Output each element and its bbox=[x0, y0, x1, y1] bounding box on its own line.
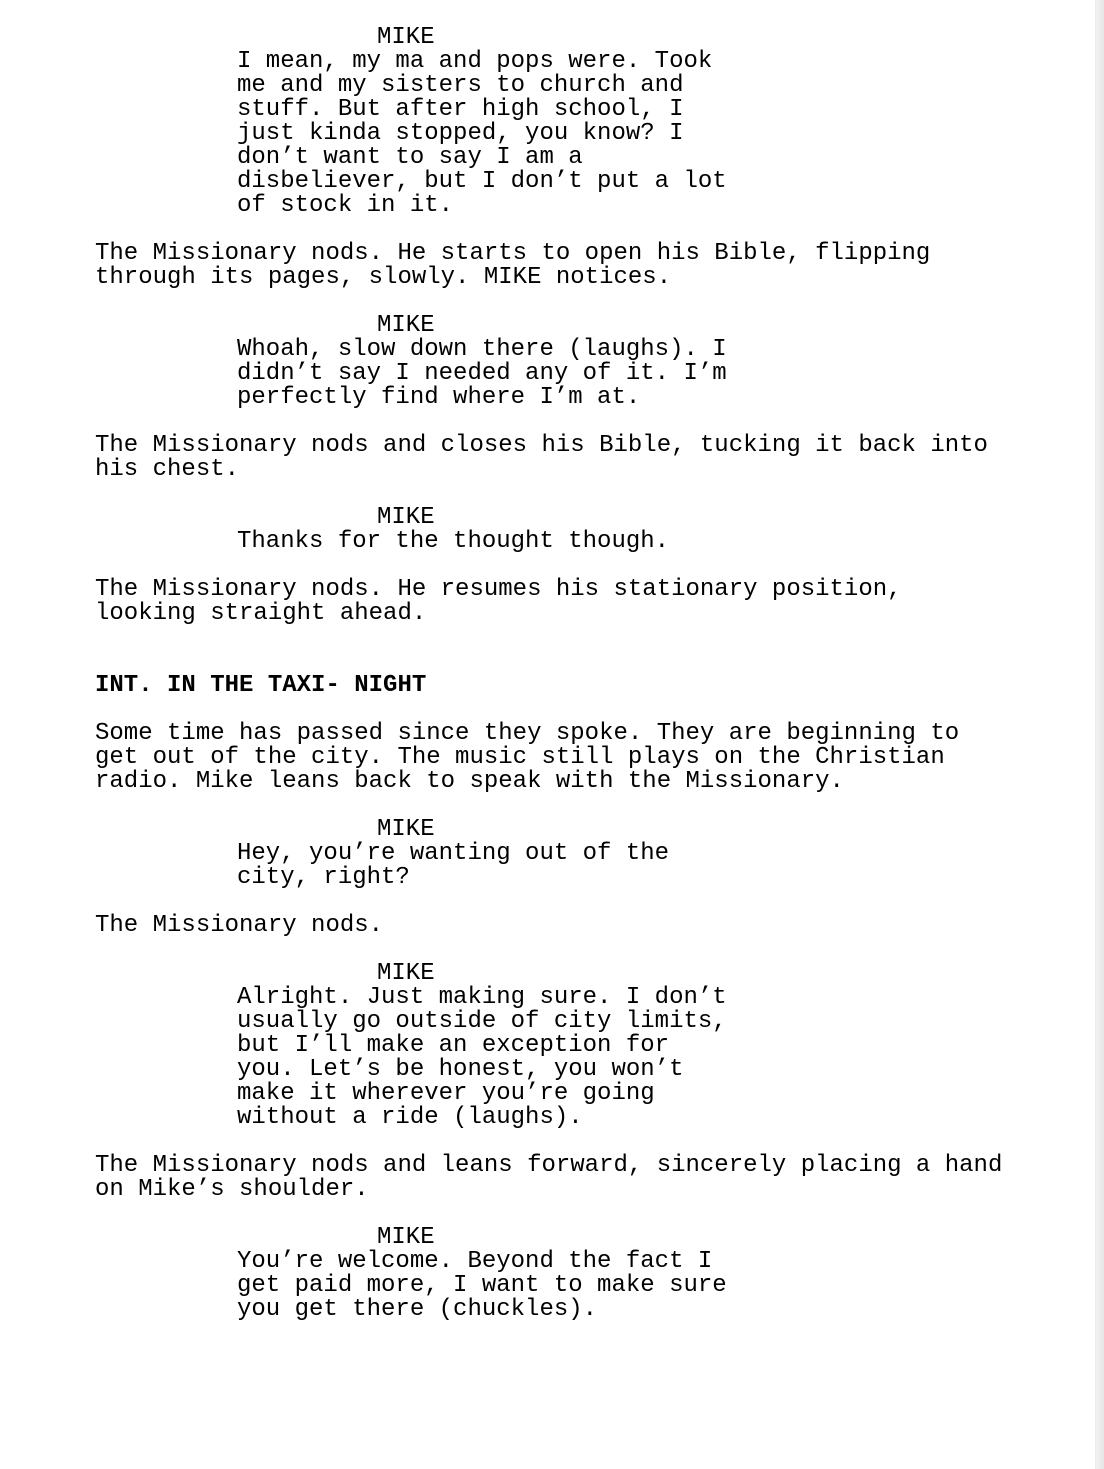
dialogue-line: Alright. Just making sure. I don’t bbox=[237, 984, 727, 1011]
dialogue-line: Hey, you’re wanting out of the bbox=[237, 840, 670, 867]
page-edge bbox=[1095, 0, 1104, 1469]
dialogue-line: city, right? bbox=[237, 864, 410, 891]
action-line: looking straight ahead. bbox=[95, 600, 427, 627]
action-line: radio. Mike leans back to speak with the Missionary. bbox=[95, 768, 844, 795]
action-line: The Missionary nods and closes his Bible, tucking it back into bbox=[95, 432, 988, 459]
dialogue-line: me and my sisters to church and bbox=[237, 72, 684, 99]
dialogue-line: just kinda stopped, you know? I bbox=[237, 120, 684, 147]
character-name: MIKE bbox=[377, 816, 435, 843]
action-line: through its pages, slowly. MIKE notices. bbox=[95, 264, 672, 291]
dialogue-line: disbeliever, but I don’t put a lot bbox=[237, 168, 727, 195]
character-name: MIKE bbox=[377, 960, 435, 987]
action-line: his chest. bbox=[95, 456, 240, 483]
character-name: MIKE bbox=[377, 504, 435, 531]
dialogue-line: Thanks for the thought though. bbox=[237, 528, 670, 555]
action-line: Some time has passed since they spoke. They are beginning to bbox=[95, 720, 960, 747]
dialogue-line: perfectly find where I’m at. bbox=[237, 384, 641, 411]
dialogue-line: You’re welcome. Beyond the fact I bbox=[237, 1248, 713, 1275]
dialogue-line: you. Let’s be honest, you won’t bbox=[237, 1056, 684, 1083]
dialogue-line: you get there (chuckles). bbox=[237, 1296, 598, 1323]
action-line: on Mike’s shoulder. bbox=[95, 1176, 369, 1203]
dialogue-line: Whoah, slow down there (laughs). I bbox=[237, 336, 727, 363]
dialogue-line: stuff. But after high school, I bbox=[237, 96, 684, 123]
dialogue-line: I mean, my ma and pops were. Took bbox=[237, 48, 713, 75]
dialogue-line: usually go outside of city limits, bbox=[237, 1008, 727, 1035]
action-line: get out of the city. The music still plays on the Christian bbox=[95, 744, 945, 771]
dialogue-line: get paid more, I want to make sure bbox=[237, 1272, 727, 1299]
character-name: MIKE bbox=[377, 1224, 435, 1251]
dialogue-line: without a ride (laughs). bbox=[237, 1104, 583, 1131]
action-line: The Missionary nods. He starts to open his Bible, flipping bbox=[95, 240, 931, 267]
dialogue-line: don’t want to say I am a bbox=[237, 144, 583, 171]
action-line: The Missionary nods. He resumes his stationary position, bbox=[95, 576, 902, 603]
action-line: The Missionary nods and leans forward, sincerely placing a hand bbox=[95, 1152, 1003, 1179]
dialogue-line: didn’t say I needed any of it. I’m bbox=[237, 360, 727, 387]
dialogue-line: but I’ll make an exception for bbox=[237, 1032, 670, 1059]
character-name: MIKE bbox=[377, 312, 435, 339]
character-name: MIKE bbox=[377, 24, 435, 51]
action-line: The Missionary nods. bbox=[95, 912, 384, 939]
scene-heading: INT. IN THE TAXI- NIGHT bbox=[95, 672, 427, 699]
dialogue-line: of stock in it. bbox=[237, 192, 454, 219]
dialogue-line: make it wherever you’re going bbox=[237, 1080, 655, 1107]
